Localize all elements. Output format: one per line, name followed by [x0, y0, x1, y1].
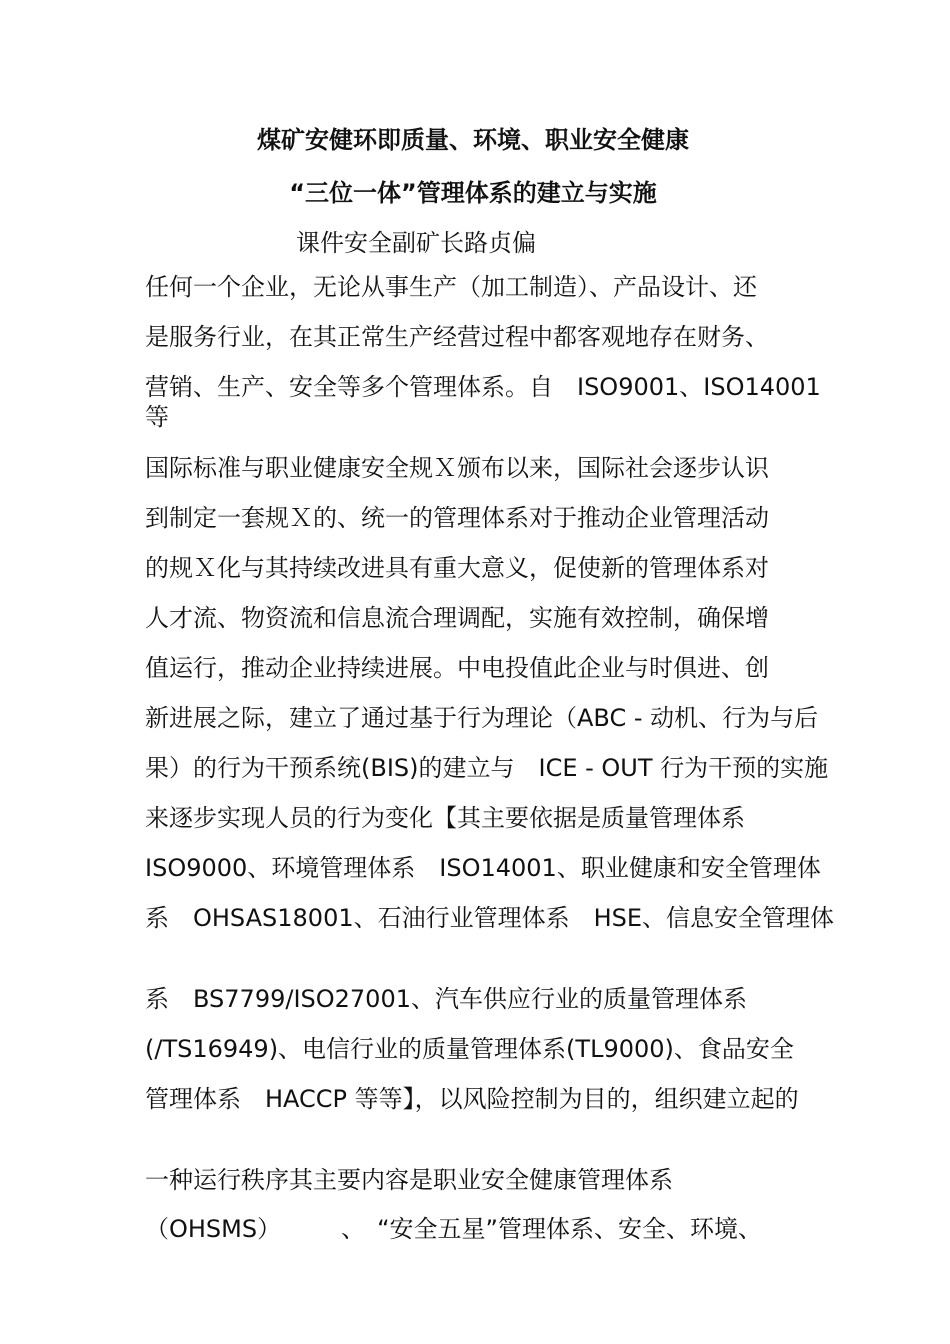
- body-line: ISO9000、环境管理体系 ISO14001、职业健康和安全管理体: [145, 854, 821, 882]
- body-line: 管理体系 HACCP 等等】，以风险控制为目的，组织建立起的: [145, 1085, 799, 1113]
- body-line: 的规Ｘ化与其持续改进具有重大意义，促使新的管理体系对: [145, 554, 769, 582]
- document-author: 课件安全副矿长路贞偏: [296, 229, 536, 257]
- body-line: 系 OHSAS18001、石油行业管理体系 HSE、信息安全管理体: [145, 904, 835, 932]
- body-line: 果）的行为干预系统(BIS)的建立与 ICE - OUT 行为干预的实施: [145, 754, 829, 782]
- body-line: 国际标准与职业健康安全规Ｘ颁布以来，国际社会逐步认识: [145, 454, 769, 482]
- document-title-line-1: 煤矿安健环即质量、环境、职业安全健康: [257, 126, 689, 154]
- body-line: 是服务行业，在其正常生产经营过程中都客观地存在财务、: [145, 323, 769, 351]
- body-line: 到制定一套规Ｘ的、统一的管理体系对于推动企业管理活动: [145, 504, 769, 532]
- document-title-line-2: “三位一体”管理体系的建立与实施: [289, 179, 657, 207]
- body-line: 营销、生产、安全等多个管理体系。自 ISO9001、ISO14001等: [145, 373, 821, 431]
- body-line: 一种运行秩序其主要内容是职业安全健康管理体系: [145, 1166, 673, 1194]
- body-line: 来逐步实现人员的行为变化【其主要依据是质量管理体系: [145, 804, 745, 832]
- body-line: 值运行，推动企业持续进展。中电投值此企业与时俱进、创: [145, 654, 769, 682]
- body-line: (/TS16949)、电信行业的质量管理体系(TL9000)、食品安全: [145, 1035, 794, 1063]
- body-line: 新进展之际，建立了通过基于行为理论（ABC - 动机、行为与后: [145, 704, 819, 732]
- body-line: 任何一个企业，无论从事生产（加工制造）、产品设计、还: [145, 273, 757, 301]
- body-line: 系 BS7799/ISO27001、汽车供应行业的质量管理体系: [145, 985, 747, 1013]
- body-line: 人才流、物资流和信息流合理调配，实施有效控制，确保增: [145, 604, 769, 632]
- body-line: （OHSMS） 、 “安全五星”管理体系、安全、环境、: [145, 1215, 762, 1243]
